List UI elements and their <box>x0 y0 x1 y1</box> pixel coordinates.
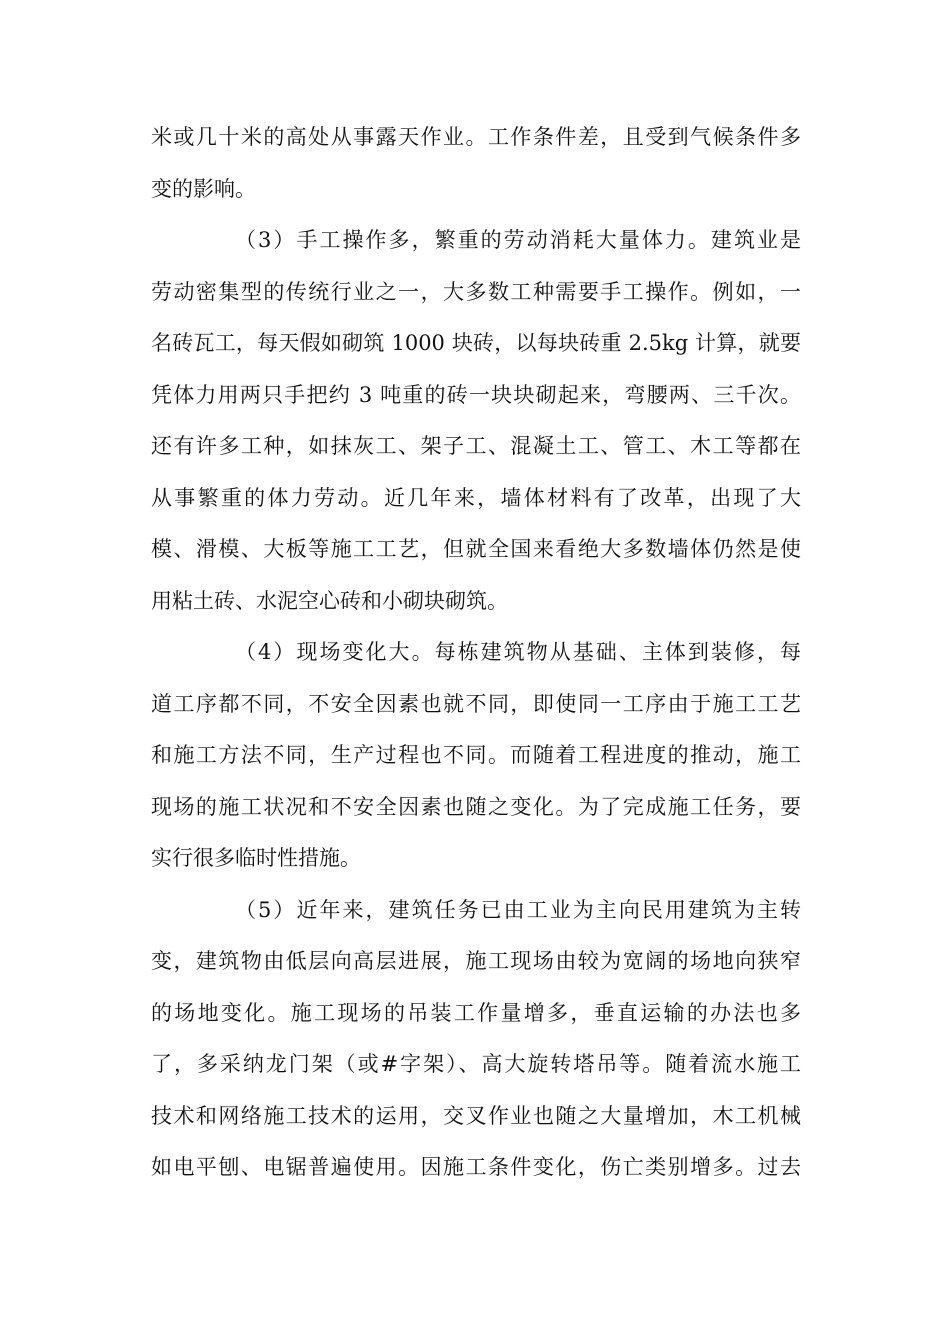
text-line: 变的影响。 <box>151 176 256 201</box>
text-line: 现场的施工状况和不安全因素也随之变化。为了完成施工任务，要 <box>151 794 801 819</box>
text-line: 从事繁重的体力劳动。近几年来，墙体材料有了改革，出现了大 <box>151 485 801 510</box>
body-text <box>151 112 801 1194</box>
paragraph-continuation <box>151 112 801 215</box>
text-line: 劳动密集型的传统行业之一，大多数工种需要手工操作。例如，一 <box>151 279 801 304</box>
text-line: 的场地变化。施工现场的吊装工作量增多，垂直运输的办法也多 <box>151 1000 801 1025</box>
text-line: （4）现场变化大。每栋建筑物从基础、主体到装修，每 <box>235 640 801 664</box>
text-line: （5）近年来，建筑任务已由工业为主向民用建筑为主转 <box>235 897 801 922</box>
text-line: 模、滑模、大板等施工工艺，但就全国来看绝大多数墙体仍然是使 <box>151 537 801 561</box>
text-line: 还有许多工种，如抹灰工、架子工、混凝土工、管工、木工等都在 <box>151 434 801 458</box>
text-line: 和施工方法不同，生产过程也不同。而随着工程进度的推动，施工 <box>151 743 801 767</box>
text-line: 如电平刨、电锯普遍使用。因施工条件变化，伤亡类别增多。过去 <box>151 1155 801 1179</box>
text-line: （3）手工操作多，繁重的劳动消耗大量体力。建筑业是 <box>235 228 801 252</box>
paragraph-item-5 <box>151 885 801 1194</box>
paragraph-item-4 <box>151 627 801 885</box>
paragraph-item-3 <box>151 215 801 627</box>
text-line: 了，多采纳龙门架（或#字架）、高大旋转塔吊等。随着流水施工 <box>151 1052 801 1076</box>
text-line: 米或几十米的高处从事露天作业。工作条件差，且受到气候条件多 <box>151 125 801 149</box>
text-line: 实行很多临时性措施。 <box>151 846 361 870</box>
text-line: 技术和网络施工技术的运用，交叉作业也随之大量增加，木工机械 <box>151 1103 801 1128</box>
text-line: 名砖瓦工，每天假如砌筑 1000 块砖，以每块砖重 2.5kg 计算，就要 <box>151 331 801 355</box>
text-line: 变，建筑物由低层向高层进展，施工现场由较为宽阔的场地向狭窄 <box>151 949 801 973</box>
text-line: 道工序都不同，不安全因素也就不同，即使同一工序由于施工工艺 <box>151 691 801 716</box>
text-line: 凭体力用两只手把约 3 吨重的砖一块块砌起来，弯腰两、三千次。 <box>151 382 801 407</box>
text-line: 用粘土砖、水泥空心砖和小砌块砌筑。 <box>151 588 508 613</box>
